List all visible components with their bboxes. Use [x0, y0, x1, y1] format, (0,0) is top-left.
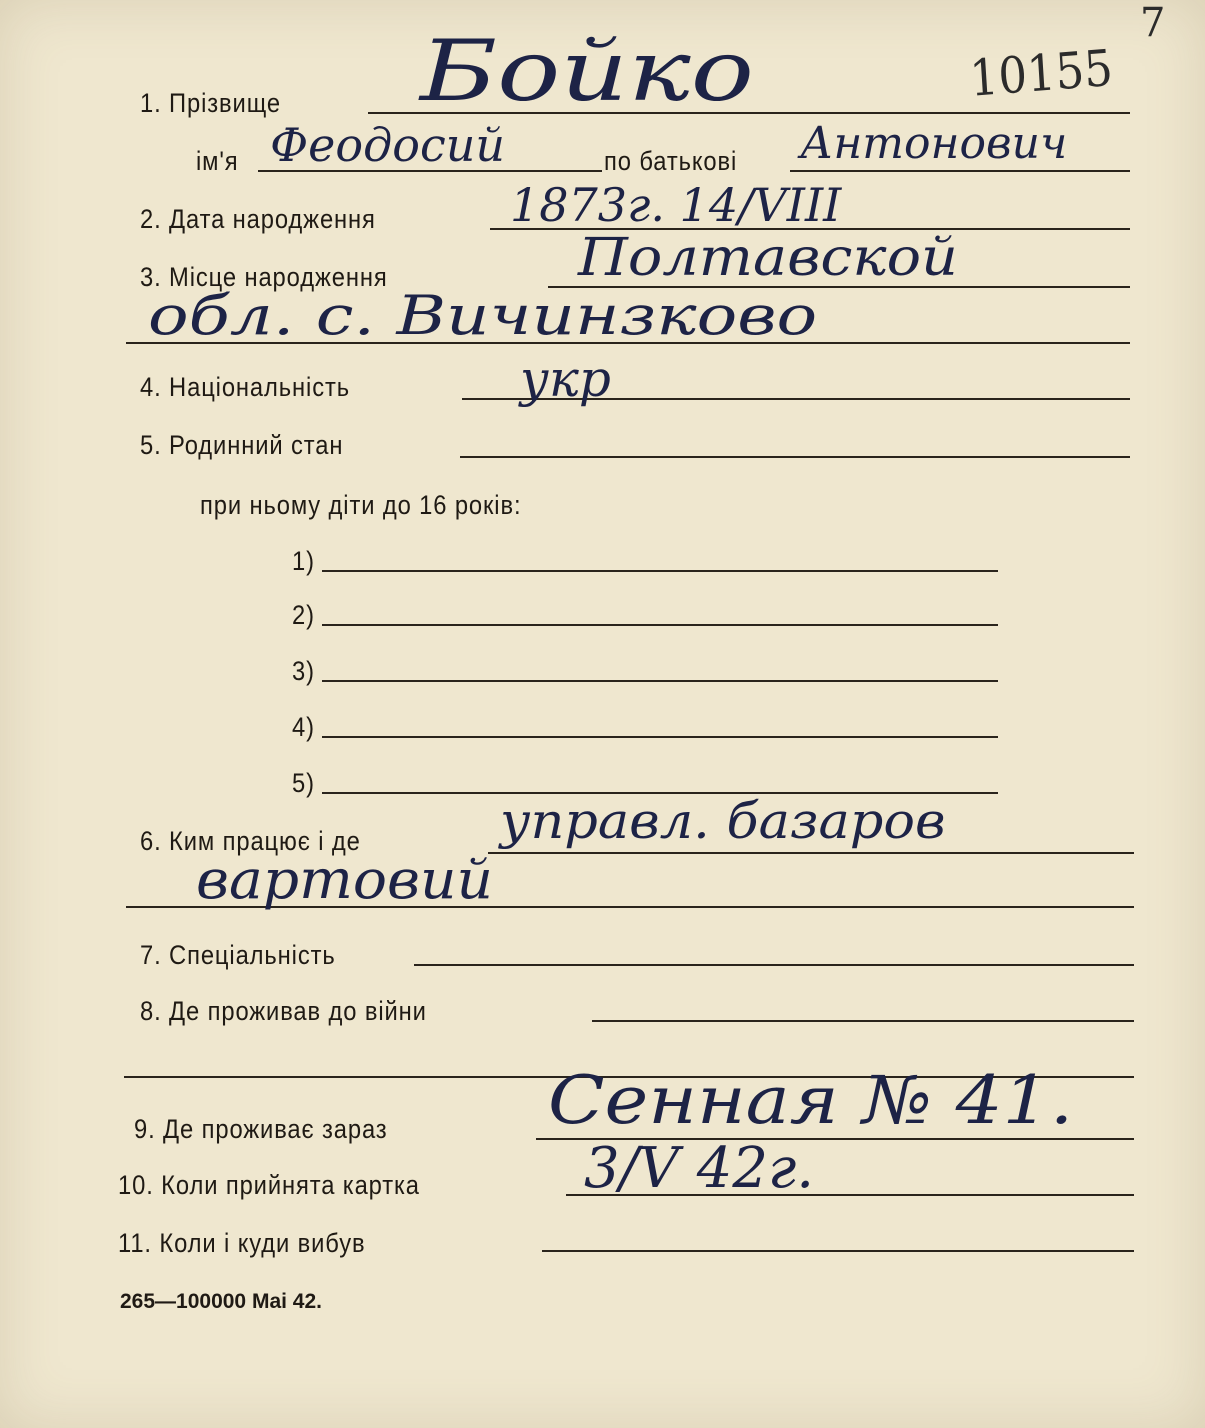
child-number: 2) — [292, 600, 315, 630]
archive-number: 10155 — [968, 38, 1115, 108]
accepted-label: 10. Коли прийнята картка — [118, 1170, 420, 1200]
name-value: Феодосий — [270, 118, 505, 172]
marital-line — [460, 456, 1130, 458]
patronymic-line — [790, 170, 1130, 172]
corner-mark: 7 — [1140, 0, 1166, 46]
nationality-label: 4. Національність — [140, 372, 350, 402]
child-line — [322, 624, 998, 626]
birth-place-value-1: Полтавской — [578, 228, 958, 288]
nationality-value: укр — [520, 350, 611, 408]
work-line-1 — [488, 852, 1134, 854]
patronymic-value: Антонович — [800, 118, 1068, 169]
departed-label: 11. Коли і куди вибув — [118, 1228, 366, 1258]
child-line — [322, 736, 998, 738]
birth-place-value-2: обл. с. Вичинзково — [148, 284, 818, 347]
marital-label: 5. Родинний стан — [140, 430, 344, 460]
birth-place-label: 3. Місце народження — [140, 262, 388, 292]
child-number: 1) — [292, 546, 315, 576]
prewar-line-1 — [592, 1020, 1134, 1022]
child-number: 3) — [292, 656, 315, 686]
child-number: 5) — [292, 768, 315, 798]
child-line — [322, 570, 998, 572]
accepted-value: 3/V 42г. — [584, 1136, 815, 1201]
birth-date-label: 2. Дата народження — [140, 204, 376, 234]
patronymic-label: по батькові — [604, 146, 738, 176]
child-line — [322, 680, 998, 682]
current-label: 9. Де проживає зараз — [134, 1114, 388, 1144]
printer-mark: 265—100000 Mai 42. — [120, 1290, 322, 1313]
prewar-label: 8. Де проживав до війни — [140, 996, 427, 1026]
work-value-2: вартовий — [196, 848, 494, 911]
children-label: при ньому діти до 16 років: — [200, 490, 522, 520]
departed-line — [542, 1250, 1134, 1252]
specialty-label: 7. Спеціальність — [140, 940, 336, 970]
name-label: ім'я — [196, 146, 239, 176]
work-label: 6. Ким працює і де — [140, 826, 361, 856]
surname-value: Бойко — [420, 22, 754, 120]
current-value: Сенная № 41. — [548, 1062, 1074, 1139]
surname-label: 1. Прізвище — [140, 88, 281, 118]
specialty-line — [414, 964, 1134, 966]
work-value-1: управл. базаров — [500, 792, 946, 850]
birth-date-value: 1873г. 14/VIII — [510, 178, 842, 232]
child-number: 4) — [292, 712, 315, 742]
